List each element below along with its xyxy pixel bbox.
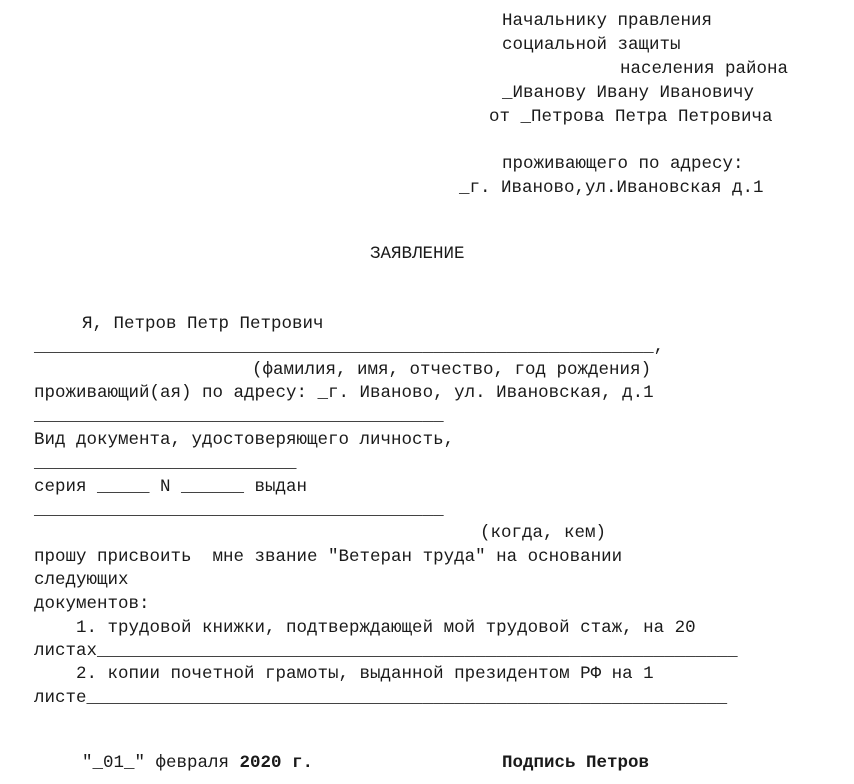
residing-address: проживающий(ая) по адресу: _г. Иваново, ул. Ивановская, д.1: [34, 383, 654, 403]
blank-line-1: _______________________________________: [34, 406, 444, 426]
residing-label: проживающего по адресу:: [502, 154, 744, 174]
list-item-2: 2. копии почетной грамоты, выданной президентом РФ на 1: [34, 664, 654, 684]
header-line-1: Начальнику правления: [502, 11, 713, 31]
id-document-label: Вид документа, удостоверяющего личность,: [34, 430, 455, 450]
name-hint: (фамилия, имя, отчество, год рождения): [252, 360, 652, 380]
request-line-1: прошу присвоить мне звание "Ветеран труда" на основании: [34, 547, 623, 567]
blank-line-3: _______________________________________: [34, 500, 444, 520]
header-line-2: социальной защиты: [502, 35, 681, 55]
sender-address: _г. Иваново,ул.Ивановская д.1: [459, 178, 764, 198]
blank-line-2: _________________________: [34, 453, 297, 473]
applicant-name: Я, Петров Петр Петрович: [82, 314, 324, 334]
date-day-month: "_01_" февраля: [82, 753, 230, 773]
sender-name: от _Петрова Петра Петровича: [489, 107, 773, 127]
date: [82, 752, 313, 774]
request-line-3: документов:: [34, 594, 150, 614]
series-number-line: серия _____ N ______ выдан: [34, 477, 308, 497]
document-title: ЗАЯВЛЕНИЕ: [370, 244, 465, 264]
list-item-1: 1. трудовой книжки, подтверждающей мой трудовой стаж, на 20: [34, 618, 696, 638]
list-item-1-continuation: листах_____________________________________________________________: [34, 641, 738, 661]
list-item-2-continuation: листе_____________________________________________________________: [34, 688, 728, 708]
when-whom-hint: (когда, кем): [480, 523, 607, 543]
name-underline: ___________________________________________________________,: [34, 337, 665, 357]
header-line-3: населения района: [620, 59, 789, 79]
request-line-2: следующих: [34, 570, 129, 590]
addressee-name: _Иванову Ивану Ивановичу: [502, 83, 755, 103]
signature: Подпись Петров: [502, 753, 650, 773]
date-year: 2020 г.: [239, 753, 314, 773]
